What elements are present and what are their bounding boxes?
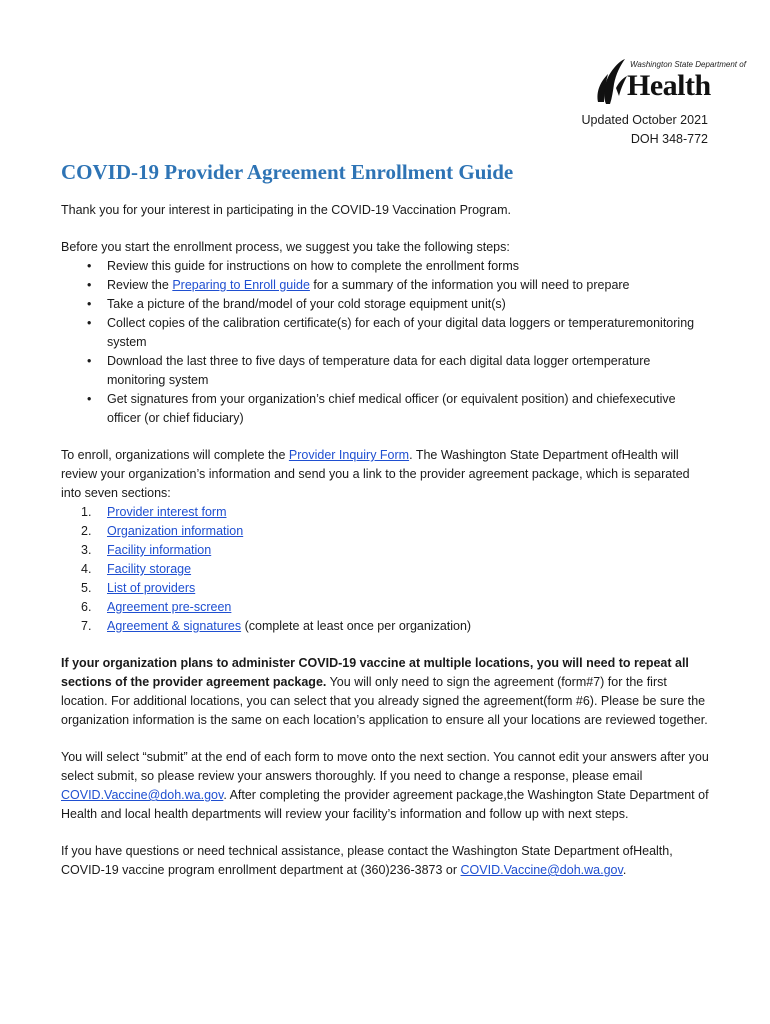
steps-intro: Before you start the enrollment process, we suggest you take the following steps:: [61, 240, 510, 254]
list-item: 7. Agreement & signatures (complete at least once per organization): [81, 619, 472, 633]
logo-main-text: Health: [627, 69, 711, 102]
list-item: • Take a picture of the brand/model of your cold storage equipment unit(s): [61, 295, 711, 314]
document-body: [61, 201, 711, 880]
provider-inquiry-form-link[interactable]: Provider Inquiry Form: [288, 448, 410, 462]
preparing-to-enroll-link[interactable]: Preparing to Enroll guide: [172, 278, 310, 292]
submit-paragraph: You will select “submit” at the end of each form to move onto the next section. You cannot edit your answers after you select submit, so please review your answers thoroughly. If you need to change a response, please email COVID.Vaccine@doh.wa.gov. After completing the provider agreement package,the Washington State Department of Health and local health departments will review your facility’s information and follow up with next steps.: [61, 750, 709, 821]
list-item: 3. Facility information: [81, 543, 212, 557]
section-link-organization-information[interactable]: Organization information: [107, 524, 244, 538]
list-item: 6. Agreement pre-screen: [81, 600, 232, 614]
doh-logo-mark-icon: [592, 58, 628, 106]
section-link-agreement-pre-screen[interactable]: Agreement pre-screen: [107, 600, 232, 614]
list-item: • Collect copies of the calibration certificate(s) for each of your digital data loggers or temperaturemonitoring system: [61, 314, 711, 352]
section-link-provider-interest-form[interactable]: Provider interest form: [107, 505, 227, 519]
contact-email-link[interactable]: COVID.Vaccine@doh.wa.gov: [460, 863, 623, 877]
steps-list: [61, 257, 711, 428]
contact-paragraph: If you have questions or need technical assistance, please contact the Washington State Department ofHealth, COVID-19 vaccine program enrollment department at (360)236-3873 or COVID.Vaccine@doh.wa.gov.: [61, 844, 673, 877]
list-item: • Review the Preparing to Enroll guide for a summary of the information you will need to prepare: [61, 276, 711, 295]
doc-number: DOH 348-772: [630, 132, 708, 146]
updated-date: Updated October 2021: [581, 113, 708, 127]
section-link-agreement-signatures[interactable]: Agreement & signatures: [107, 619, 242, 633]
document-meta: [582, 111, 708, 149]
list-item: • Download the last three to five days of temperature data for each digital data logger ortemperature monitoring system: [61, 352, 711, 390]
multi-location-paragraph: If your organization plans to administer COVID-19 vaccine at multiple locations, you will need to repeat all sections of the provider agreement package. You will only need to sign the agreement (form#7) for the first location. For additional locations, you can select that you already signed the agreement(form #6). Please be sure the organization information is the same on each location’s application to ensure all your locations are reviewed together.: [61, 656, 708, 727]
multi-location-bold: If your organization plans to administer COVID-19 vaccine at multiple locations, you will need to repeat all sections of the provider agreement package.: [61, 656, 689, 689]
intro-paragraph: Thank you for your interest in participating in the COVID-19 Vaccination Program.: [61, 203, 511, 217]
section-link-facility-information[interactable]: Facility information: [107, 543, 212, 557]
page-title: COVID-19 Provider Agreement Enrollment Guide: [61, 160, 514, 184]
enroll-paragraph: To enroll, organizations will complete the Provider Inquiry Form. The Washington State Department ofHealth will review your organization’s information and send you a link to the provider agreement package, which is separated into seven sections:: [61, 448, 690, 500]
list-item: • Get signatures from your organization’s chief medical officer (or equivalent position) and chiefexecutive officer (or chief fiduciary): [61, 390, 711, 428]
logo-small-text: Washington State Department of: [630, 60, 746, 69]
list-item: 2. Organization information: [81, 524, 244, 538]
section-link-facility-storage[interactable]: Facility storage: [107, 562, 192, 576]
list-item: • Review this guide for instructions on how to complete the enrollment forms: [61, 257, 711, 276]
sections-list: [61, 503, 711, 636]
list-item: 5. List of providers: [81, 581, 196, 595]
list-item: 1. Provider interest form: [81, 505, 227, 519]
email-link[interactable]: COVID.Vaccine@doh.wa.gov: [61, 788, 224, 802]
list-item: 4. Facility storage: [81, 562, 192, 576]
section-link-list-of-providers[interactable]: List of providers: [107, 581, 196, 595]
